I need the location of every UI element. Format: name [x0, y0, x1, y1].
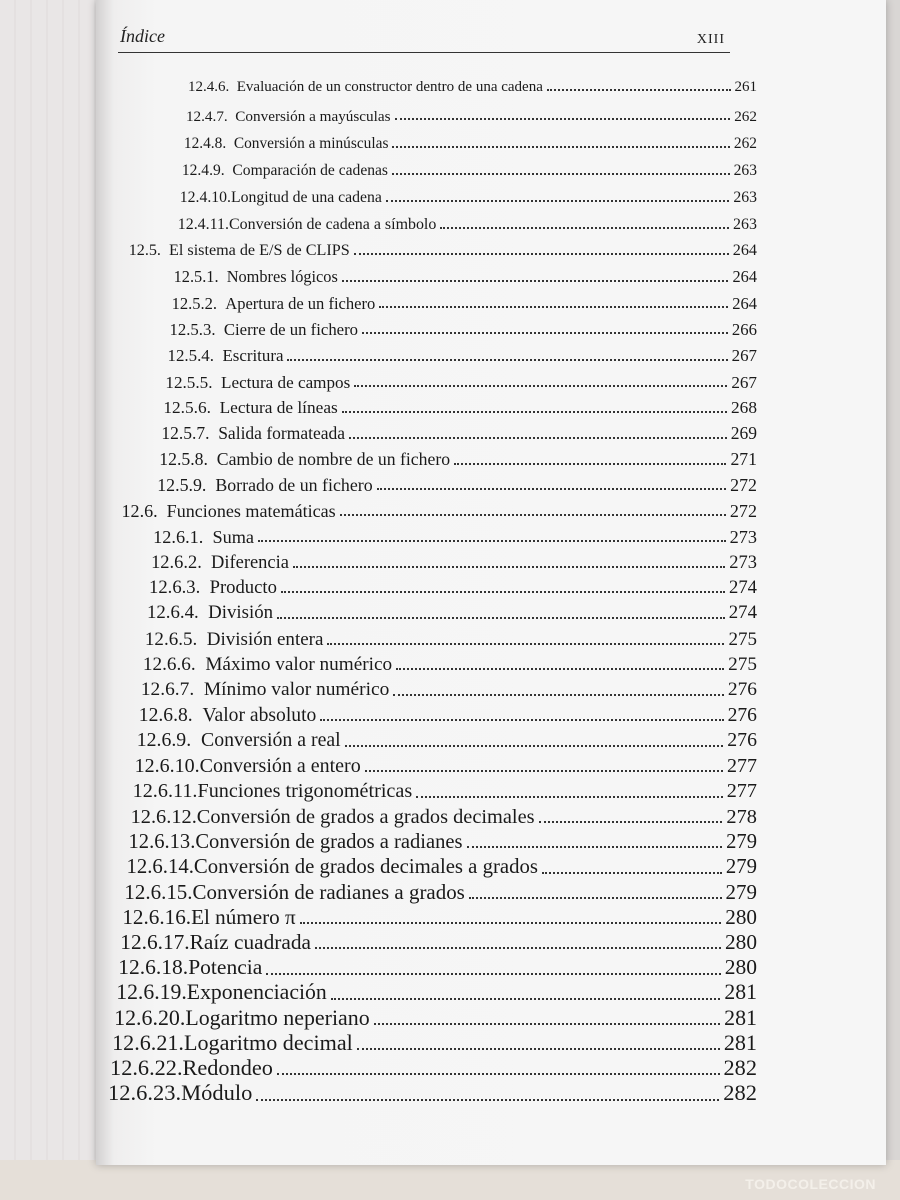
- toc-entry-title: Conversión de grados decimales a grados: [193, 855, 538, 878]
- toc-entry-number: 12.5.8.: [159, 448, 208, 469]
- toc-leader-dots: [392, 146, 729, 148]
- toc-entry-page: 278: [726, 805, 757, 828]
- toc-leader-dots: [256, 1099, 719, 1101]
- toc-entry-page: 275: [728, 654, 757, 676]
- toc-entry-title: Escritura: [222, 345, 284, 365]
- toc-entry-title: Comparación de cadenas: [232, 162, 388, 180]
- toc-leader-dots: [287, 359, 727, 361]
- toc-entry: [182, 161, 757, 181]
- toc-leader-dots: [354, 385, 727, 387]
- toc-leader-dots: [362, 332, 728, 334]
- toc-entry: [157, 475, 757, 497]
- toc-entry-number: 12.6.22.: [110, 1055, 183, 1081]
- toc-entry-page: 263: [733, 162, 757, 180]
- toc-entry-title: Conversión de cadena a símbolo: [229, 215, 437, 233]
- toc-entry-page: 263: [733, 215, 757, 233]
- toc-entry-page: 277: [726, 755, 757, 778]
- toc-entry: [172, 294, 757, 315]
- toc-entry-title: División entera: [206, 628, 324, 650]
- toc-entry: [174, 267, 757, 287]
- toc-entry-title: Evaluación de un constructor dentro de una cadena: [236, 79, 543, 95]
- toc-leader-dots: [300, 922, 722, 924]
- toc-entry-page: 264: [732, 267, 757, 287]
- toc-entry-number: 12.6.5.: [144, 628, 198, 650]
- toc-entry-title: Conversión a mayúsculas: [235, 107, 391, 125]
- toc-leader-dots: [379, 306, 728, 308]
- toc-entry: [161, 423, 757, 445]
- toc-leader-dots: [293, 566, 725, 568]
- toc-entry-title: Salida formateada: [218, 423, 346, 444]
- toc-entry-page: 266: [731, 319, 757, 339]
- toc-entry-page: 267: [731, 345, 757, 365]
- toc-leader-dots: [416, 796, 722, 798]
- toc-entry-page: 274: [728, 602, 757, 624]
- toc-entry-title: Redondeo: [182, 1055, 273, 1081]
- toc-entry-number: 12.6.8.: [138, 704, 193, 726]
- toc-entry-number: 12.6.1.: [153, 526, 204, 547]
- toc-entry-number: 12.6.10.: [134, 755, 200, 778]
- toc-leader-dots: [365, 770, 723, 772]
- toc-leader-dots: [342, 280, 729, 282]
- toc-entry-number: 12.6.17.: [120, 930, 190, 955]
- toc-entry-page: 263: [733, 189, 757, 207]
- toc-entry-page: 268: [731, 398, 757, 418]
- toc-entry-number: 12.5.4.: [167, 345, 214, 365]
- running-head: Índice: [120, 26, 165, 46]
- toc-leader-dots: [315, 947, 721, 949]
- toc-entry: [159, 449, 757, 471]
- toc-entry-page: 269: [730, 423, 757, 444]
- toc-entry-page: 272: [730, 474, 757, 495]
- toc-entry-page: 276: [727, 704, 757, 726]
- toc-entry-number: 12.6.2.: [151, 552, 202, 573]
- toc-entry-page: 261: [734, 79, 757, 95]
- toc-entry: [108, 1080, 757, 1107]
- toc-entry-title: Cierre de un fichero: [223, 319, 359, 339]
- toc-leader-dots: [327, 643, 724, 645]
- toc-entry: [126, 855, 757, 880]
- toc-entry-page: 281: [723, 1030, 757, 1056]
- toc-entry-number: 12.6.23.: [108, 1080, 182, 1105]
- toc-leader-dots: [547, 89, 731, 91]
- toc-entry: [178, 215, 757, 235]
- toc-leader-dots: [354, 253, 729, 255]
- toc-entry-number: 12.6.14.: [126, 855, 194, 878]
- toc-entry-title: Nombres lógicos: [226, 267, 338, 287]
- toc-entry-title: Logaritmo neperiano: [185, 1005, 370, 1031]
- toc-entry: [137, 729, 757, 753]
- toc-leader-dots: [454, 463, 726, 465]
- toc-entry: [110, 1055, 757, 1081]
- toc-entry-number: 12.4.8.: [183, 135, 227, 153]
- toc-entry-number: 12.5.6.: [163, 398, 211, 418]
- toc-entry-page: 279: [725, 879, 757, 904]
- toc-entry: [116, 980, 757, 1006]
- toc-entry-page: 262: [733, 135, 757, 153]
- toc-entry-page: 277: [726, 780, 757, 803]
- toc-entry: [153, 526, 757, 548]
- toc-entry: [170, 320, 757, 341]
- toc-entry: [129, 241, 757, 261]
- toc-entry: [141, 678, 757, 701]
- toc-entry-title: Conversión de grados a radianes: [195, 830, 463, 853]
- toc-leader-dots: [277, 617, 725, 619]
- toc-entry-title: Lectura de líneas: [219, 398, 338, 418]
- toc-entry-title: Logaritmo decimal: [183, 1030, 353, 1056]
- toc-leader-dots: [392, 173, 730, 175]
- toc-leader-dots: [377, 488, 727, 490]
- toc-entry-title: El sistema de E/S de CLIPS: [169, 242, 350, 260]
- toc-leader-dots: [342, 411, 727, 413]
- toc-entry-title: Mínimo valor numérico: [203, 679, 390, 701]
- toc-entry: [118, 955, 757, 981]
- toc-leader-dots: [357, 1048, 720, 1050]
- toc-leader-dots: [539, 821, 723, 823]
- toc-entry: [165, 372, 757, 393]
- toc-entry-number: 12.4.10.: [179, 189, 231, 207]
- toc-leader-dots: [266, 973, 720, 975]
- toc-entry-page: 276: [727, 728, 757, 751]
- toc-entry-title: Longitud de una cadena: [230, 189, 382, 207]
- toc-entry-page: 271: [730, 448, 757, 469]
- toc-entry: [120, 930, 757, 955]
- toc-entry-title: Módulo: [181, 1080, 253, 1105]
- toc-entry-number: 12.6.12.: [130, 805, 197, 828]
- toc-entry-title: Lectura de campos: [221, 372, 351, 392]
- toc-entry-page: 267: [731, 372, 757, 392]
- toc-leader-dots: [258, 540, 726, 542]
- toc-entry: [151, 551, 757, 573]
- toc-entry-number: 12.6.: [121, 501, 158, 522]
- toc-leader-dots: [331, 998, 721, 1000]
- toc-entry: [122, 500, 757, 522]
- toc-entry-title: Valor absoluto: [202, 704, 317, 726]
- toc-entry-page: 280: [724, 955, 757, 980]
- toc-leader-dots: [386, 200, 730, 202]
- toc-entry: [133, 779, 757, 803]
- toc-entry-number: 12.6.11.: [132, 780, 198, 803]
- toc-entry-page: 273: [729, 552, 757, 573]
- toc-entry-page: 279: [725, 855, 757, 878]
- toc-entry-page: 273: [729, 526, 757, 547]
- toc-entry-title: Funciones matemáticas: [166, 501, 336, 522]
- toc-entry-title: Máximo valor numérico: [205, 654, 393, 676]
- toc-entry-page: 281: [724, 1005, 757, 1031]
- toc-entry-number: 12.6.15.: [124, 879, 193, 904]
- toc-entry-title: Conversión a minúsculas: [233, 135, 389, 153]
- toc-leader-dots: [393, 694, 724, 696]
- toc-leader-dots: [396, 668, 724, 670]
- toc-entry-number: 12.6.4.: [146, 602, 199, 624]
- toc-entry-title: El número π: [191, 905, 296, 930]
- toc-entry-number: 12.6.18.: [118, 955, 189, 980]
- toc-entry-page: 282: [723, 1080, 757, 1105]
- toc-entry-page: 280: [724, 930, 757, 955]
- toc-entry-number: 12.5.: [128, 242, 161, 260]
- toc-entry-title: División: [208, 602, 274, 624]
- toc-entry-page: 262: [734, 107, 757, 125]
- toc-entry-number: 12.6.13.: [128, 830, 196, 853]
- toc-leader-dots: [277, 1073, 720, 1075]
- toc-entry-number: 12.4.7.: [185, 107, 228, 125]
- toc-entry-number: 12.4.6.: [188, 79, 230, 95]
- toc-leader-dots: [374, 1023, 720, 1025]
- toc-entry: [180, 188, 757, 208]
- toc-entry: [186, 107, 757, 126]
- toc-entry-number: 12.4.11.: [177, 215, 229, 233]
- toc-entry: [122, 905, 757, 930]
- toc-entry-page: 272: [729, 501, 757, 522]
- toc-leader-dots: [469, 897, 722, 899]
- toc-entry-title: Conversión a real: [201, 728, 341, 751]
- watermark: TODOCOLECCION: [745, 1176, 876, 1192]
- toc-entry-title: Borrado de un fichero: [215, 474, 373, 495]
- toc-entry: [139, 704, 757, 728]
- toc-entry-title: Funciones trigonométricas: [197, 780, 413, 803]
- toc-leader-dots: [542, 872, 722, 874]
- toc-entry-number: 12.6.6.: [142, 654, 196, 676]
- toc-entry: [112, 1030, 757, 1056]
- toc-entry: [124, 880, 757, 905]
- toc-leader-dots: [467, 846, 723, 848]
- toc-entry-number: 12.5.9.: [157, 474, 207, 495]
- toc-entry-number: 12.6.21.: [112, 1030, 184, 1056]
- toc-entry-number: 12.6.9.: [136, 728, 192, 751]
- toc-leader-dots: [440, 227, 729, 229]
- toc-leader-dots: [349, 437, 727, 439]
- toc-entry-number: 12.6.20.: [114, 1005, 186, 1031]
- toc-entry-title: Potencia: [188, 955, 263, 980]
- toc-entry-number: 12.5.3.: [169, 319, 216, 339]
- toc-entry-page: 274: [729, 576, 757, 598]
- toc-entry-title: Raíz cuadrada: [189, 930, 312, 955]
- toc-entry-page: 264: [732, 293, 757, 313]
- toc-entry-number: 12.5.2.: [171, 293, 217, 313]
- toc-entry-number: 12.4.9.: [181, 162, 225, 180]
- toc-entry-page: 276: [727, 679, 757, 701]
- toc-entry: [114, 1005, 757, 1031]
- toc-entry: [135, 754, 757, 778]
- toc-entry-page: 281: [724, 980, 757, 1005]
- toc-entry: [129, 830, 757, 855]
- toc-entry: [143, 653, 757, 676]
- toc-leader-dots: [320, 719, 723, 721]
- toc-entry-number: 12.6.3.: [149, 576, 201, 598]
- toc-leader-dots: [395, 118, 731, 120]
- toc-entry: [167, 346, 757, 367]
- toc-leader-dots: [281, 591, 725, 593]
- toc-entry-title: Suma: [212, 526, 255, 547]
- toc-entry-title: Apertura de un fichero: [225, 293, 376, 313]
- page-number-roman: XIII: [696, 32, 725, 47]
- toc-entry-number: 12.5.1.: [173, 267, 219, 287]
- toc-entry: [188, 78, 757, 97]
- toc-entry: [131, 805, 757, 829]
- toc-entry-number: 12.5.5.: [165, 372, 213, 392]
- toc-leader-dots: [340, 514, 726, 516]
- toc-leader-dots: [345, 745, 724, 747]
- toc-entry-title: Producto: [209, 576, 277, 598]
- toc-entry: [184, 134, 757, 153]
- toc-entry-number: 12.5.7.: [161, 423, 210, 444]
- toc-entry-page: 280: [725, 905, 757, 930]
- toc-entry-page: 275: [728, 628, 757, 650]
- toc-entry: [163, 397, 757, 418]
- toc-entry-title: Conversión a entero: [199, 755, 361, 778]
- toc-entry-page: 282: [723, 1055, 757, 1081]
- toc-entry-page: 279: [726, 830, 757, 853]
- toc-entry-title: Diferencia: [211, 552, 289, 573]
- toc-entry-number: 12.6.19.: [116, 980, 187, 1005]
- toc-entry-title: Conversión de grados a grados decimales: [196, 805, 535, 828]
- toc-entry: [145, 628, 757, 651]
- toc-entry-number: 12.6.7.: [140, 679, 195, 701]
- toc-entry-title: Cambio de nombre de un fichero: [216, 448, 451, 469]
- toc-entry: [147, 602, 757, 625]
- toc-entry-title: Conversión de radianes a grados: [192, 879, 465, 904]
- toc-entry-title: Exponenciación: [186, 980, 327, 1005]
- toc-entry-number: 12.6.16.: [122, 905, 192, 930]
- toc-entry: [149, 577, 757, 600]
- toc-entry-page: 264: [732, 242, 757, 260]
